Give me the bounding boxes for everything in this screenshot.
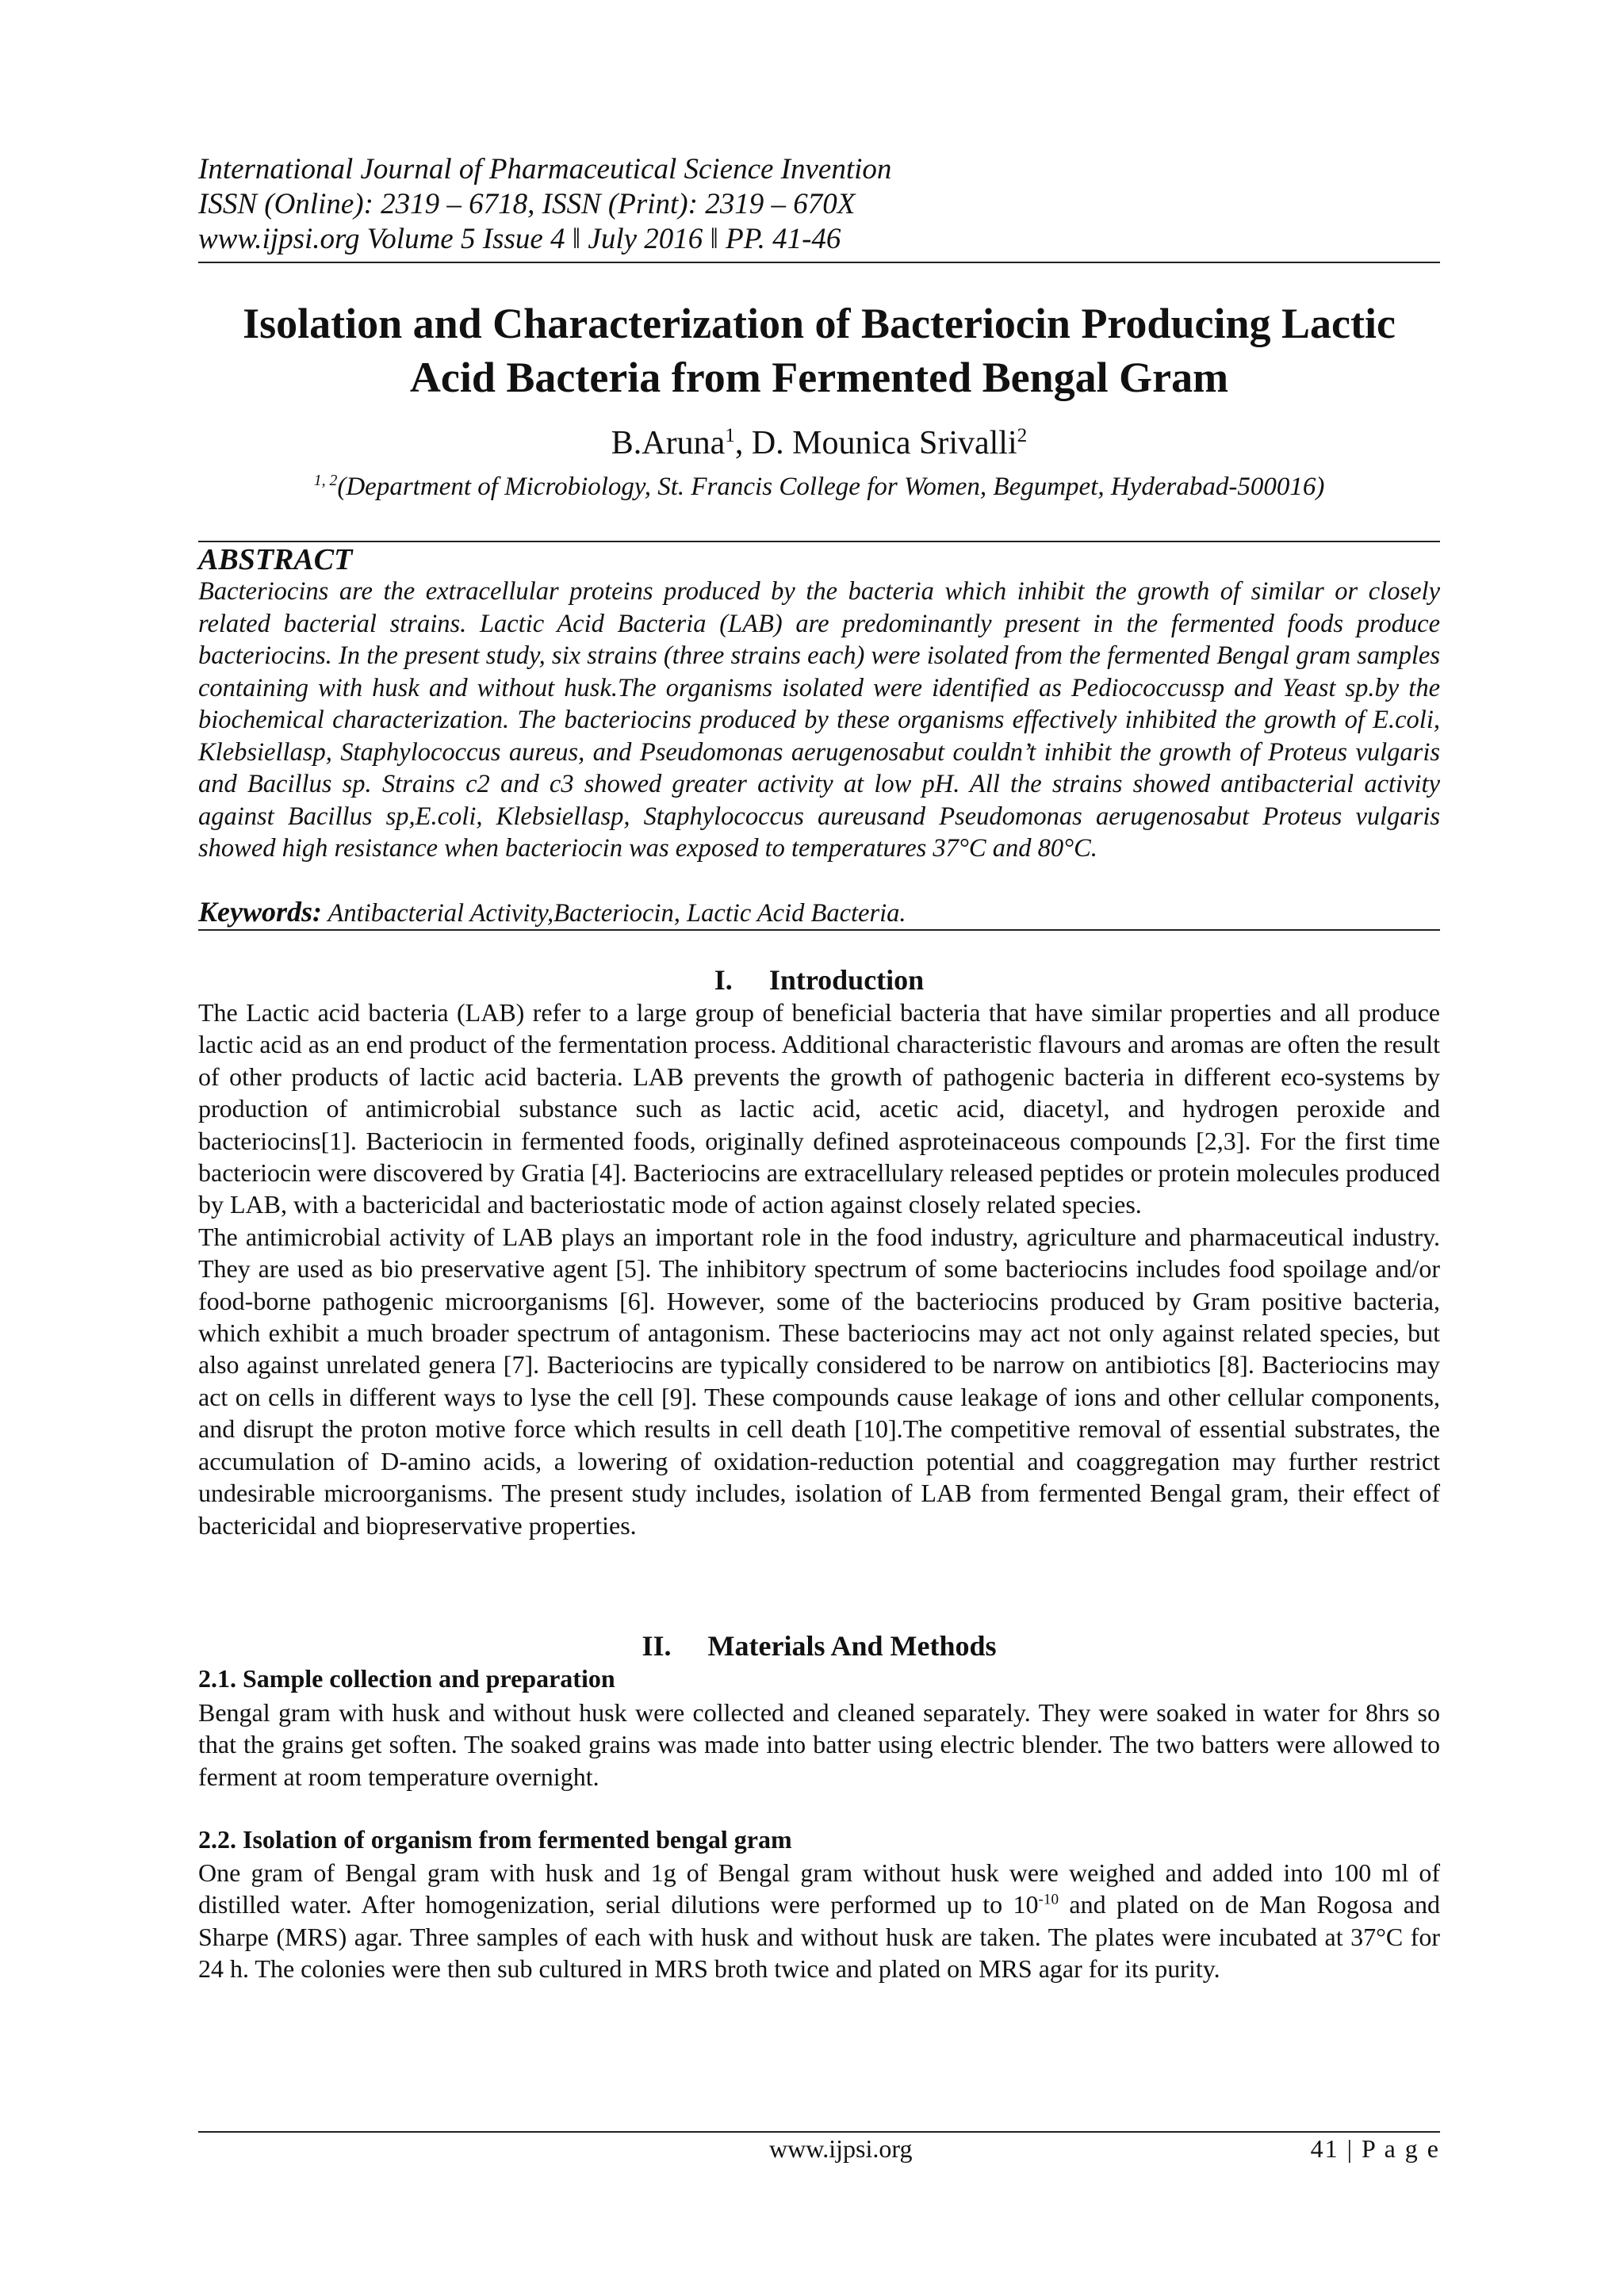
section-number: II.: [642, 1630, 672, 1662]
keywords-label: Keywords:: [198, 896, 322, 928]
author-1-affil-mark: 1: [725, 425, 735, 446]
intro-paragraph-2: The antimicrobial activity of LAB plays an important role in the food industry, agriculture and pharmaceutical industry. They are used as bio preservative agent [5]. The inhibitory spectrum of some bacteriocins includes food spoilage and/or food-borne pathogenic microorganisms [6]. However, some of the bacteriocins produced by Gram positive bacteria, which exhibit a much broader spectrum of antagonism. These bacteriocins may act not only against related species, but also against unrelated genera [7]. Bacteriocins are typically considered to be narrow on antibiotics [8]. Bacteriocins may act on cells in different ways to lyse the cell [9]. These compounds cause leakage of ions and other cellular components, and disrupt the proton motive force which results in cell death [10].The competitive removal of essential substrates, the accumulation of D-amino acids, a lowering of oxidation-reduction potential and coaggregation may further restrict undesirable microorganisms. The present study includes, isolation of LAB from fermented Bengal gram, their effect of bactericidal and biopreservative properties.: [198, 1222, 1440, 1540]
author-2-affil-mark: 2: [1017, 425, 1028, 446]
title-line-1: Isolation and Characterization of Bacteriocin Producing Lactic: [243, 300, 1396, 347]
subsection-2-2-text: [198, 1857, 1440, 1985]
affiliation-text: (Department of Microbiology, St. Francis College for Women, Begumpet, Hyderabad-500016): [337, 473, 1325, 501]
methods-text-part-2: and plated on de Man Rogosa and Sharpe (MRS) agar. Three samples of each with husk and without husk are taken. The plates were incubated at 37°C for 24 h. The colonies were then sub cultured in MRS broth twice and plated on MRS agar for its purity.: [198, 1890, 1441, 1984]
section-heading-introduction: [198, 962, 1440, 997]
author-1: B.Aruna: [611, 425, 726, 461]
abstract-text: Bacteriocins are the extracellular proteins produced by the bacteria which inhibit the growth of similar or closely related bacterial strains. Lactic Acid Bacteria (LAB) are predominantly present in the fermented foods produce bacteriocins. In the present study, six strains (three strains each) were isolated from the fermented Bengal gram samples containing with husk and without husk.The organisms isolated were identified as Pediococcussp and Yeast sp.by the biochemical characterization. The bacteriocins produced by these organisms effectively inhibited the growth of E.coli, Klebsiellasp, Staphylococcus aureus, and Pseudomonas aerugenosabut couldn’t inhibit the growth of Proteus vulgaris and Bacillus sp. Strains c2 and c3 showed greater activity at low pH. All the strains showed antibacterial activity against Bacillus sp,E.coli, Klebsiellasp, Staphylococcus aureusand Pseudomonas aerugenosabut Proteus vulgaris showed high resistance when bacteriocin was exposed to temperatures 37°C and 80°C.: [198, 577, 1440, 863]
journal-issn: ISSN (Online): 2319 – 6718, ISSN (Print): 2319 – 670X: [198, 188, 856, 220]
subsection-heading-2-2: 2.2. Isolation of organism from fermented bengal gram: [198, 1825, 792, 1854]
footer-url: www.ijpsi.org: [769, 2134, 913, 2163]
introduction-body: [198, 997, 1440, 1541]
abstract-bottom-rule: [198, 929, 1440, 931]
journal-volume: www.ijpsi.org Volume 5 Issue 4 ǁ July 2016 ǁ PP. 41-46: [198, 223, 841, 255]
title-line-2: Acid Bacteria from Fermented Bengal Gram: [409, 354, 1229, 401]
subsection-heading-2-1: 2.1. Sample collection and preparation: [198, 1664, 615, 1693]
section-title: Introduction: [768, 964, 925, 996]
journal-header: [198, 152, 1440, 257]
section-title: Materials And Methods: [707, 1630, 997, 1662]
section-number: I.: [714, 964, 733, 996]
subsection-2-1-text: Bengal gram with husk and without husk were collected and cleaned separately. They were soaked in water for 8hrs so that the grains get soften. The soaked grains was made into batter using electric blender. The two batters were allowed to ferment at room temperature overnight.: [198, 1698, 1440, 1791]
intro-paragraph-1: The Lactic acid bacteria (LAB) refer to a large group of beneficial bacteria that have similar properties and all produce lactic acid as an end product of the fermentation process. Additional characteristic flavours and aromas are often the result of other products of lactic acid bacteria. LAB prevents the growth of pathogenic bacteria in different eco-systems by production of antimicrobial substance such as lactic acid, acetic acid, diacetyl, and hydrogen peroxide and bacteriocins[1]. Bacteriocin in fermented foods, originally defined asproteinaceous compounds [2,3]. For the first time bacteriocin were discovered by Gratia [4]. Bacteriocins are extracellulary released peptides or protein molecules produced by LAB, with a bactericidal and bacteriostatic mode of action against closely related species.: [198, 998, 1440, 1219]
footer-page-number: 41 | P a g e: [1310, 2134, 1440, 2163]
author-separator: ,: [734, 425, 752, 461]
journal-name: International Journal of Pharmaceutical Science Invention: [198, 153, 892, 186]
affiliation-marks: 1, 2: [313, 472, 338, 489]
author-2: D. Mounica Srivalli: [751, 425, 1017, 461]
section-heading-materials-methods: [198, 1628, 1440, 1663]
methods-text-part-1: One gram of Bengal gram with husk and 1g of Bengal gram without husk were weighed and added into 100 ml of distilled water. After homogenization, serial dilutions were performed up to 10: [198, 1858, 1440, 1919]
abstract-heading: ABSTRACT: [198, 543, 353, 576]
affiliation: [198, 470, 1440, 503]
keywords-text: Antibacterial Activity,Bacteriocin, Lactic Acid Bacteria.: [322, 899, 906, 928]
header-rule: [198, 262, 1440, 263]
keywords: [198, 894, 1440, 931]
author-list: [198, 423, 1440, 463]
dilution-exponent: -10: [1038, 1891, 1059, 1908]
paper-title: [159, 297, 1480, 404]
